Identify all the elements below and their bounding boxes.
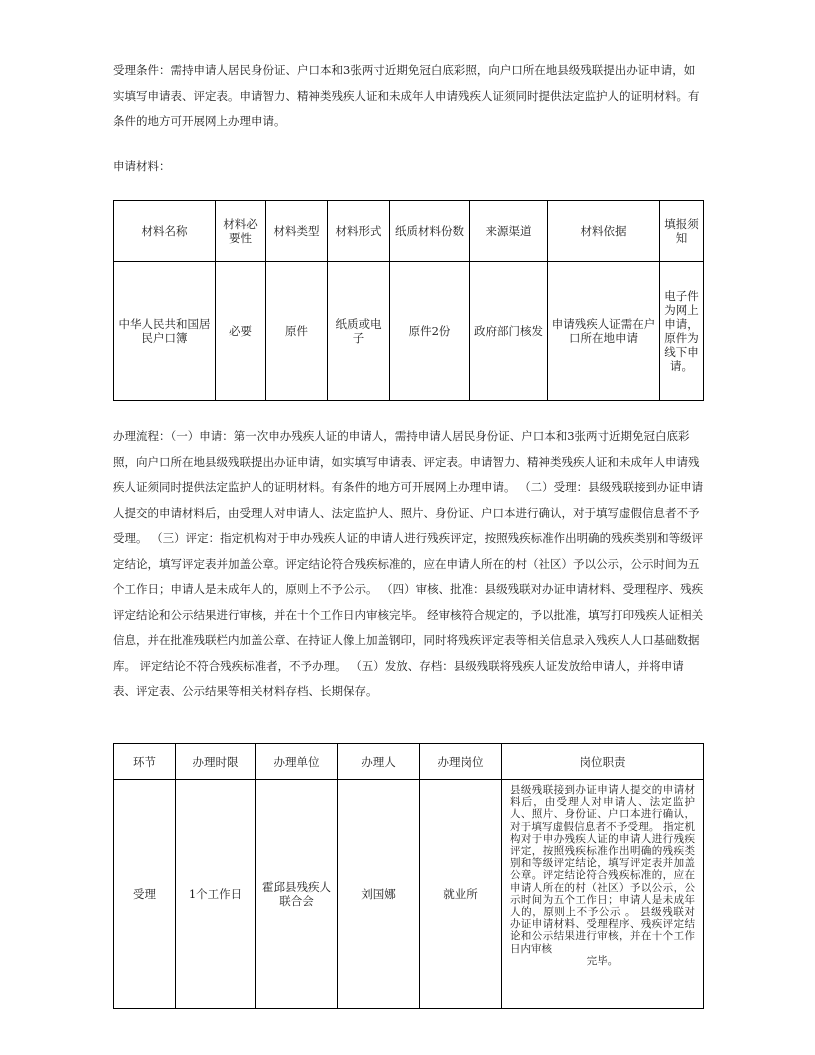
materials-header-row [114, 201, 704, 262]
cell-duty [502, 780, 704, 1009]
duty-text-end: 完毕。 [586, 954, 619, 967]
cell-material-form: 纸质或电子 [328, 262, 390, 401]
col-header-material-form: 材料形式 [328, 201, 390, 262]
cell-stage: 受理 [114, 780, 176, 1009]
cell-handler: 刘国娜 [338, 780, 420, 1009]
col-header-paper-copies: 纸质材料份数 [390, 201, 470, 262]
materials-table [113, 200, 704, 401]
col-header-handler: 办理人 [338, 744, 420, 780]
duty-text: 县级残联接到办证申请人提交的申请材料后，由受理人对申请人、法定监护人、照片、身份证、户口本进行确认，对于填写虚假信息者不予受理。 指定机构对于申办残疾人证的申请人进行残疾评定，按照残疾标准作出明确的残疾类别和等级评定结论，填写评定表并加盖公章。评定结论符合残疾标准的，应在申请人所在的村（社区）予以公示，公示时间为五个工作日；申请人是未成年人的，原则上不予公示 。 县级残联对办证申请材料、受理程序、残疾评定结论和公示结果进行审核，并在十个工作日内审核 [510, 784, 695, 955]
table-row [114, 780, 704, 1009]
cell-unit: 霍邱县残疾人联合会 [256, 780, 338, 1009]
cell-post: 就业所 [420, 780, 502, 1009]
table-row [114, 262, 704, 401]
process-header-row [114, 744, 704, 780]
cell-source: 政府部门核发 [470, 262, 548, 401]
cell-notes: 电子件为网上申请，原件为线下申请。 [660, 262, 704, 401]
col-header-source: 来源渠道 [470, 201, 548, 262]
col-header-post: 办理岗位 [420, 744, 502, 780]
process-flow: 办理流程：（一）申请：第一次申办残疾人证的申请人，需持申请人居民身份证、户口本和3张两寸近期免冠白底彩照，向户口所在地县级残联提出办证申请，如实填写申请表、评定表。申请智力、精神类残疾人证和未成年人申请残疾人证须同时提供法定监护人的证明材料。有条件的地方可开展网上办理申请。 （二）受理：县级残联接到办证申请人提交的申请材料后，由受理人对申请人、法定监护人、照片、身份证、户口本进行确认，对于填写虚假信息者不予受理。 （三）评定：指定机构对于申办残疾人证的申请人进行残疾评定，按照残疾标准作出明确的残疾类别和等级评定结论，填写评定表并加盖公章。评定结论符合残疾标准的，应在申请人所在的村（社区）予以公示，公示时间为五个工作日；申请人是未成年人的，原则上不予公示。 （四）审核、批准：县级残联对办证申请材料、受理程序、残疾评定结论和公示结果进行审核，并在十个工作日内审核完毕。 经审核符合规定的，予以批准，填写打印残疾人证相关信息，并在批准残联栏内加盖公章、在持证人像上加盖钢印，同时将残疾评定表等相关信息录入残疾人人口基础数据库。 评定结论不符合残疾标准者，不予办理。 （五）发放、存档：县级残联将残疾人证发放给申请人，并将申请表、评定表、公示结果等相关材料存档、长期保存。 [113, 429, 704, 698]
col-header-material-name: 材料名称 [114, 201, 216, 262]
cell-basis: 申请残疾人证需在户口所在地申请 [548, 262, 660, 401]
process-table [113, 743, 704, 1009]
col-header-notes: 填报须知 [660, 201, 704, 262]
cell-material-type: 原件 [266, 262, 328, 401]
col-header-necessity: 材料必要性 [216, 201, 266, 262]
col-header-duty: 岗位职责 [502, 744, 704, 780]
col-header-unit: 办理单位 [256, 744, 338, 780]
col-header-stage: 环节 [114, 744, 176, 780]
acceptance-conditions: 受理条件：需持申请人居民身份证、户口本和3张两寸近期免冠白底彩照，向户口所在地县级残联提出办证申请，如实填写申请表、评定表。申请智力、精神类残疾人证和未成年人申请残疾人证须同时提供法定监护人的证明材料。有条件的地方可开展网上办理申请。 [113, 63, 700, 128]
cell-paper-copies: 原件2份 [390, 262, 470, 401]
cell-necessity: 必要 [216, 262, 266, 401]
col-header-time-limit: 办理时限 [176, 744, 256, 780]
materials-label: 申请材料： [113, 159, 171, 173]
col-header-material-type: 材料类型 [266, 201, 328, 262]
cell-material-name: 中华人民共和国居民户口簿 [114, 262, 216, 401]
cell-time-limit: 1个工作日 [176, 780, 256, 1009]
col-header-basis: 材料依据 [548, 201, 660, 262]
